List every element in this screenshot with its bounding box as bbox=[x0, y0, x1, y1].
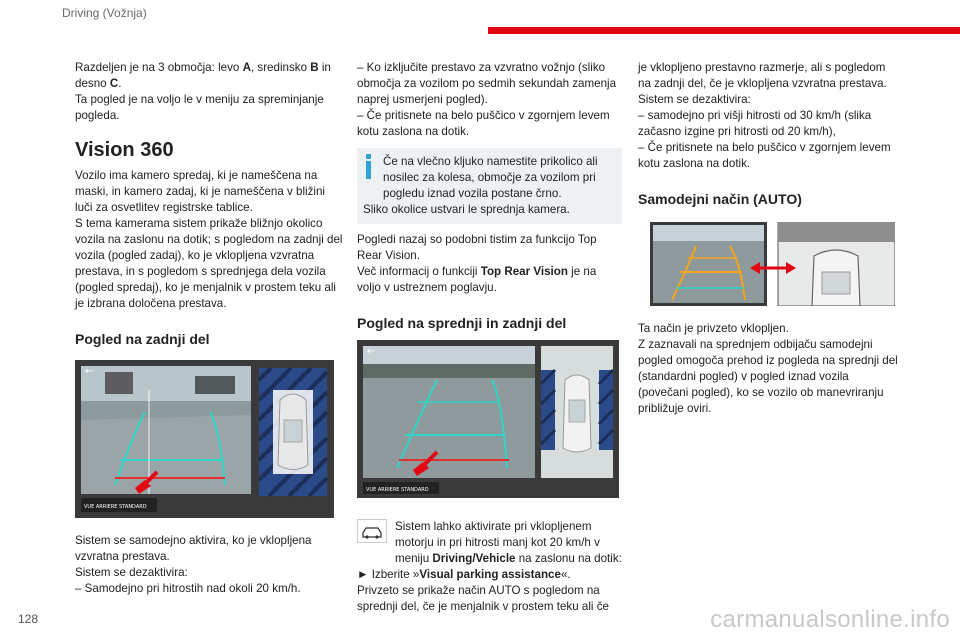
list-item: – Če pritisnete na belo puščico v zgornjem levem kotu zaslona na dotik. bbox=[638, 141, 891, 170]
screen-mode-label: VUE ARRIERE STANDARD bbox=[366, 487, 429, 493]
auto-mode-images bbox=[650, 222, 895, 306]
paragraph: je vklopljeno prestavno razmerje, ali s pogledom na zadnji del, če je vklopljena vzvratna prestava. bbox=[638, 61, 887, 90]
car-settings-icon bbox=[357, 519, 387, 543]
note-text: Če na vlečno kljuko namestite prikolico ali nosilec za kolesa, območje za vozilom pri pogledu iznad vozila postane črno. bbox=[383, 155, 598, 200]
watermark: carmanualsonline.info bbox=[710, 606, 950, 633]
vehicle-settings-note bbox=[357, 519, 622, 615]
subsection-heading: Pogled na zadnji del bbox=[75, 331, 210, 347]
paragraph: Ta način je privzeto vklopljen. bbox=[638, 322, 789, 335]
list-item: – Ko izključite prestavo za vzvratno vožnjo (sliko območja za vozilom po sedmih sekundah zamenja naprej usmerjeni pogled). bbox=[357, 61, 617, 106]
list-item: ► Izberite »Visual parking assistance«. bbox=[357, 568, 571, 581]
list-item: – Samodejno pri hitrostih nad okoli 20 km/h. bbox=[75, 582, 301, 595]
chapter-color-bar bbox=[488, 27, 960, 34]
paragraph: Pogledi nazaj so podobni tistim za funkcijo Top Rear Vision. bbox=[357, 233, 597, 262]
paragraph: Sistem se dezaktivira: bbox=[638, 93, 751, 106]
list-item: – Če pritisnete na belo puščico v zgornjem levem kotu zaslona na dotik. bbox=[357, 109, 610, 138]
chapter-header: Driving (Vožnja) bbox=[62, 6, 147, 20]
paragraph: Privzeto se prikaže način AUTO s pogledom na sprednji del, če je menjalnik v prostem teku ali če bbox=[357, 584, 609, 613]
screen-mode-label: VUE ARRIERE STANDARD bbox=[84, 504, 147, 510]
info-note bbox=[357, 148, 622, 224]
paragraph: Z zaznavali na sprednjem odbijaču samodejni pogled omogoča prehod iz pogleda na sprednji del (standardni pogled) v pogled iznad vozila (povečani pogled), ko se vozilo ob manevriranju približuje oviri. bbox=[638, 338, 898, 415]
paragraph: Več informacij o funkciji Top Rear Vision je na voljo v ustreznem poglavju. bbox=[357, 265, 597, 294]
column-2 bbox=[357, 60, 622, 615]
svg-text:←: ← bbox=[367, 346, 376, 357]
paragraph: Sistem se samodejno aktivira, ko je vklopljena vzvratna prestava. bbox=[75, 534, 312, 563]
paragraph: S tema kamerama sistem prikaže bližnjo okolico vozila na zaslonu na dotik; s pogledom na zadnji del vozila (pogled zadaj), ko je vklopljena vzvratna prestava, in s pogledom s sprednjega dela vozila (pogled spredaj), ko je menjalnik v prostem teku ali je izbrana določena prestava. bbox=[75, 217, 343, 310]
front-rear-camera-image bbox=[357, 340, 619, 498]
paragraph: Sistem se dezaktivira: bbox=[75, 566, 188, 579]
intro-text: Razdeljen je na 3 območja: levo A, sredinsko B in desno C. bbox=[75, 61, 331, 90]
svg-text:←: ← bbox=[85, 366, 94, 377]
subsection-heading: Pogled na sprednji in zadnji del bbox=[357, 315, 567, 331]
section-heading: Vision 360 bbox=[75, 139, 174, 161]
paragraph: Vozilo ima kamero spredaj, ki je nameščena na maski, in kamero zadaj, ki je nameščena v bližini luči za osvetlitev registrske tablice. bbox=[75, 169, 326, 214]
subsection-heading: Samodejni način (AUTO) bbox=[638, 191, 802, 207]
column-1 bbox=[75, 60, 343, 597]
paragraph: Sistem lahko aktivirate pri vklopljenem motorju in pri hitrosti manj kot 20 km/h v meniju Driving/Vehicle na zaslonu na dotik: bbox=[395, 520, 622, 565]
rear-view-camera-image bbox=[75, 360, 334, 518]
info-icon bbox=[364, 154, 374, 180]
intro-text-2: Ta pogled je na voljo le v meniju za spreminjanje pogleda. bbox=[75, 93, 324, 122]
page-number: 128 bbox=[18, 612, 39, 626]
list-item: – samodejno pri višji hitrosti od 30 km/h (slika začasno izgine pri hitrosti od 20 km/h), bbox=[638, 109, 872, 138]
note-text: Sliko okolice ustvari le sprednja kamera. bbox=[363, 203, 570, 216]
column-3 bbox=[638, 60, 900, 417]
